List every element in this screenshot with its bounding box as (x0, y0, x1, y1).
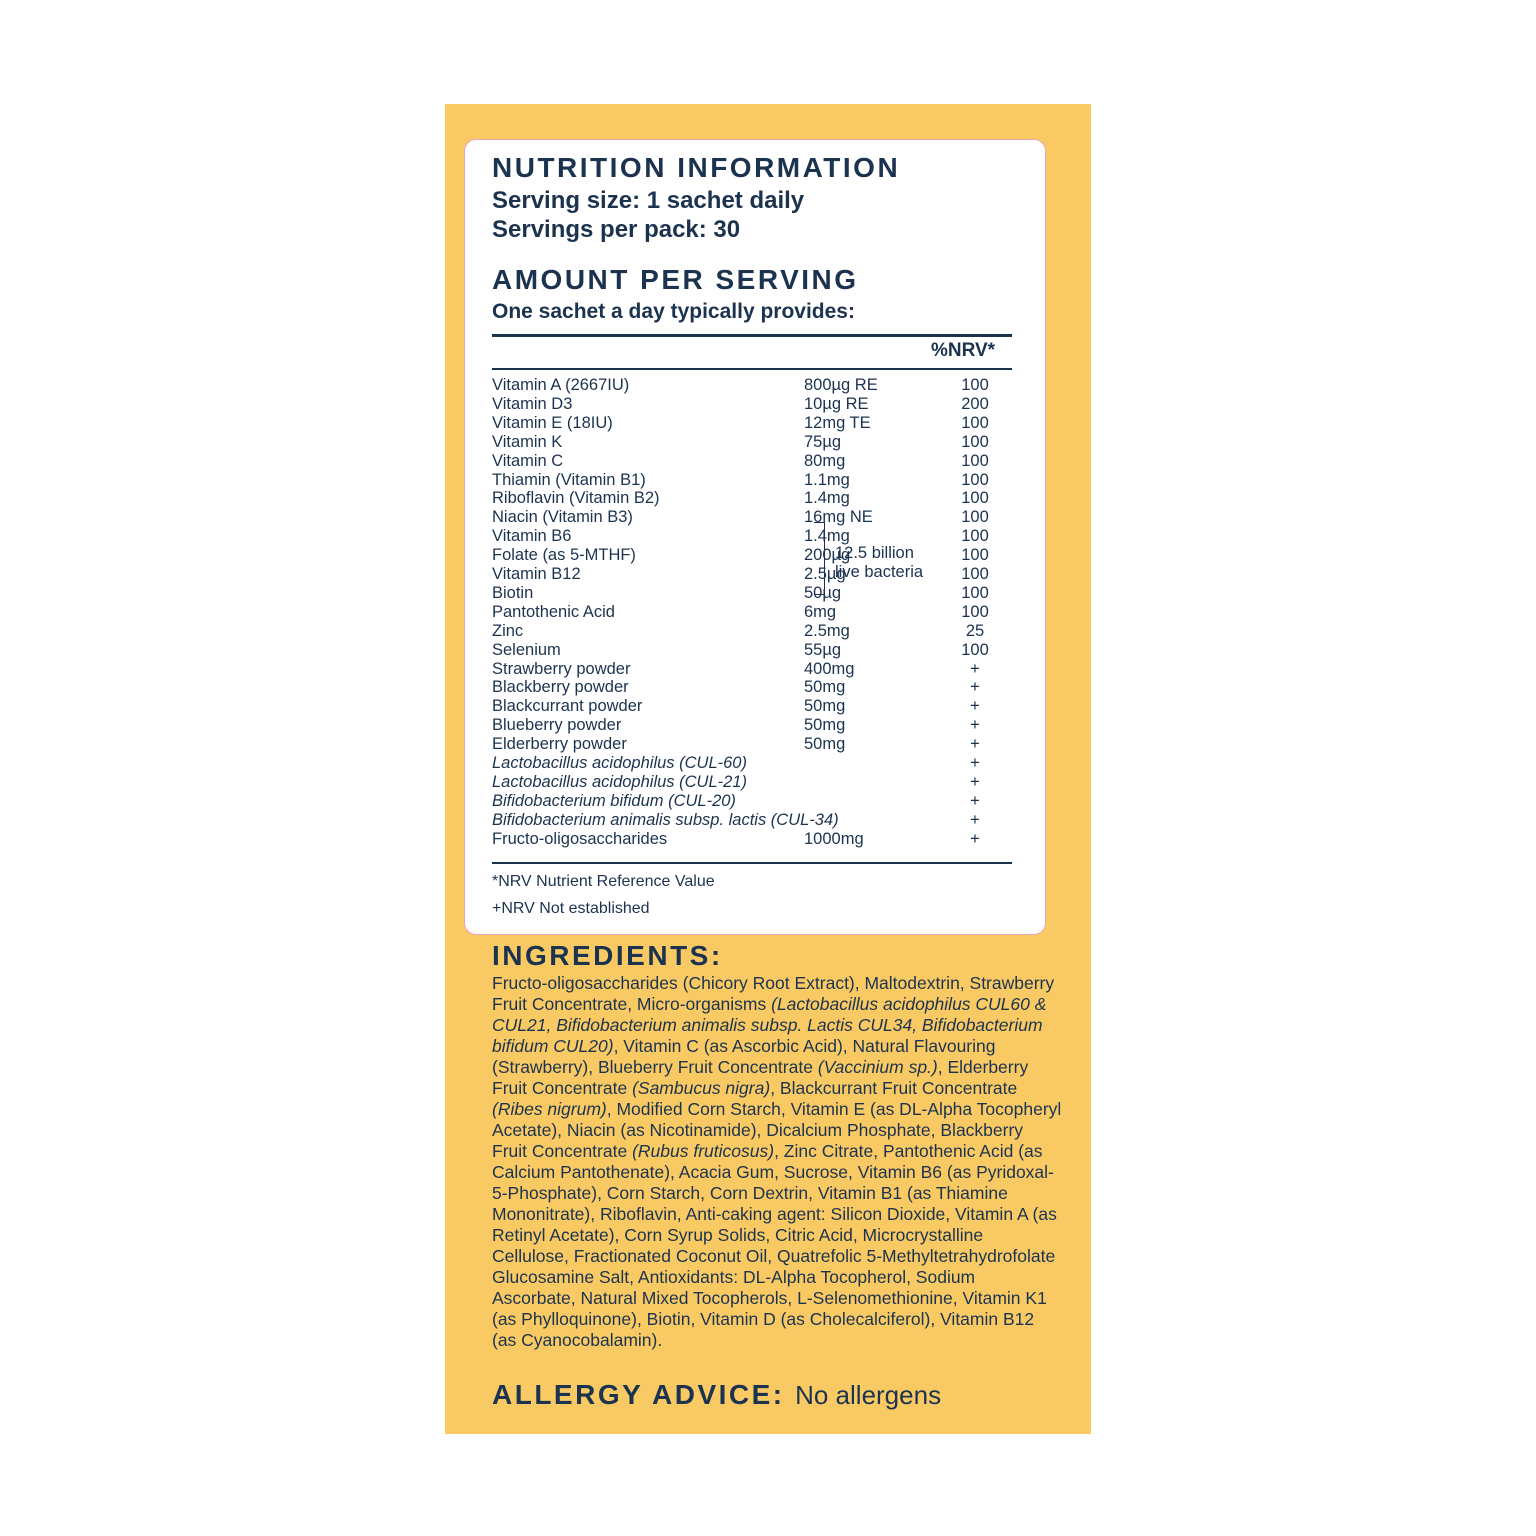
nutrient-amount: 1.4mg (804, 489, 850, 508)
table-row (492, 622, 1012, 641)
nutrient-nrv: + (970, 716, 980, 735)
nutrient-amount: 1.1mg (804, 470, 850, 489)
table-row (492, 754, 1012, 773)
nutrient-nrv: + (970, 678, 980, 697)
table-row (492, 603, 1012, 622)
nutrient-amount: 200µg (804, 546, 851, 565)
nutrient-name: Blueberry powder (492, 716, 622, 735)
nutrient-nrv: 25 (965, 621, 985, 640)
ingredient-latin-name: (Sambucus nigra) (632, 1078, 771, 1098)
ingredient-text: , Vitamin C (as Ascorbic Acid), Natural Flavouring (Strawberry), Blueberry Fruit Concentrate (492, 1036, 996, 1077)
servings-per-pack: Servings per pack: 30 (492, 216, 741, 243)
nutrient-nrv: + (970, 697, 980, 716)
nutrient-name: Vitamin B6 (492, 527, 572, 546)
nutrient-name: Vitamin D3 (492, 394, 573, 413)
table-row (492, 811, 1012, 830)
ingredient-text: , Zinc Citrate, Pantothenic Acid (as Calcium Pantothenate), Acacia Gum, Sucrose, Vitamin B6 (as Pyridoxal-5-Phosphate), Corn Starch, Corn Dextrin, Vitamin B1 (as Thiamine Mononitrate), Riboflavin, Anti-caking agent: Silicon Dioxide, Vitamin A (as Retinyl Acetate), Corn Syrup Solids, Citric Acid, Microcrystalline Cellulose, Fractionated Coconut Oil, Quatrefolic 5-Methyltetrahydrofolate Glucosamine Salt, Antioxidants: DL-Alpha Tocopherol, Sodium Ascorbate, Natural Mixed Tocopherols, L-Selenomethionine, Vitamin K1 (as Phylloquinone), Biotin, Vitamin D (as Cholecalciferol), Vitamin B12 (as Cyanocobalamin). (492, 1141, 1057, 1350)
table-row (492, 641, 1012, 660)
nutrient-name: Niacin (Vitamin B3) (492, 508, 633, 527)
table-top-rule (492, 334, 1012, 337)
table-row (492, 489, 1012, 508)
footnote-not-established: +NRV Not established (492, 900, 650, 917)
nutrient-name: Vitamin K (492, 432, 563, 451)
nutrient-name: Thiamin (Vitamin B1) (492, 470, 646, 489)
ingredient-latin-name: (Ribes nigrum) (492, 1099, 607, 1119)
nutrient-amount: 75µg (804, 432, 842, 451)
nutrient-nrv: + (970, 659, 980, 678)
nutrient-nrv: 100 (961, 451, 989, 470)
nutrient-amount: 12mg TE (804, 413, 871, 432)
table-row (492, 565, 1012, 584)
nutrient-nrv: + (970, 829, 980, 848)
table-row (492, 471, 1012, 490)
nutrient-name: Bifidobacterium bifidum (CUL-20) (492, 791, 736, 810)
nutrient-amount: 1.4mg (804, 527, 850, 546)
nutrient-nrv: + (970, 772, 980, 791)
nutrient-name: Vitamin A (2667IU) (492, 376, 630, 394)
nutrient-name: Vitamin C (492, 451, 564, 470)
ingredients-title: INGREDIENTS: (492, 940, 723, 971)
nutrient-name: Riboflavin (Vitamin B2) (492, 489, 660, 508)
ingredient-text: , Blackcurrant Fruit Concentrate (770, 1078, 1018, 1098)
nutrient-nrv: 100 (961, 489, 989, 508)
ingredient-latin-name: (Vaccinium sp.) (817, 1057, 938, 1077)
nutrient-nrv: + (970, 791, 980, 810)
product-label-panel (445, 104, 1091, 1434)
nutrient-nrv: 100 (961, 546, 989, 565)
nutrient-nrv: 100 (961, 470, 989, 489)
footnote-nrv: *NRV Nutrient Reference Value (492, 873, 715, 890)
nutrient-amount: 50mg (804, 678, 846, 697)
table-row (492, 452, 1012, 471)
nutrient-nrv: 100 (961, 508, 989, 527)
nutrient-name: Blackberry powder (492, 678, 629, 697)
ingredient-text: , Elderberry Fruit Concentrate (492, 1057, 1029, 1098)
allergy-advice (492, 1379, 941, 1411)
table-row (492, 830, 1012, 849)
table-row (492, 433, 1012, 452)
bacteria-count-note (835, 544, 923, 582)
nutrient-amount: 10µg RE (804, 394, 869, 413)
nutrient-name: Lactobacillus acidophilus (CUL-60) (492, 754, 747, 772)
nutrient-nrv: 100 (961, 376, 989, 394)
nutrient-nrv: 100 (961, 565, 989, 583)
nutrient-amount: 1000mg (804, 829, 864, 848)
nutrient-name: Lactobacillus acidophilus (CUL-21) (492, 772, 747, 791)
table-row (492, 773, 1012, 792)
table-row (492, 660, 1012, 679)
nutrition-title: NUTRITION INFORMATION (492, 152, 901, 183)
nutrient-name: Selenium (492, 640, 561, 659)
nutrient-nrv: 100 (961, 413, 989, 432)
table-row (492, 716, 1012, 735)
table-row (492, 697, 1012, 716)
nutrient-name: Biotin (492, 583, 534, 602)
ingredient-latin-name: (Lactobacillus acidophilus CUL60 & CUL21, Bifidobacterium animalis subsp. Lactis CUL34, Bifidobacterium bifidum CUL20) (492, 994, 1047, 1056)
table-row (492, 792, 1012, 811)
nutrient-name: Fructo-oligosaccharides (492, 829, 668, 848)
ingredient-text: Fructo-oligosaccharides (Chicory Root Extract), Maltodextrin, Strawberry Fruit Concentrate, Micro-organisms (492, 973, 1055, 1014)
table-row (492, 546, 1012, 565)
nutrient-name: Zinc (492, 621, 524, 640)
table-row (492, 508, 1012, 527)
nutrient-amount: 50mg (804, 697, 846, 716)
nutrient-amount: 2.5µg (804, 565, 846, 583)
nutrient-name: Pantothenic Acid (492, 602, 615, 621)
bacteria-note-line1: 12.5 billion (835, 544, 914, 562)
nutrient-name: Folate (as 5-MTHF) (492, 546, 636, 565)
nutrition-information-box (464, 139, 1046, 935)
ingredient-text: , Modified Corn Starch, Vitamin E (as DL-Alpha Tocopheryl Acetate), Niacin (as Nicotinamide), Dicalcium Phosphate, Blackberry Fruit Concentrate (492, 1099, 1062, 1161)
nutrient-amount: 16mg NE (804, 508, 873, 527)
nutrient-amount: 80mg (804, 451, 846, 470)
nutrient-amount: 2.5mg (804, 621, 850, 640)
table-row (492, 584, 1012, 603)
nutrient-nrv: 100 (961, 432, 989, 451)
nutrient-nrv: + (970, 810, 980, 829)
nutrient-nrv: 200 (961, 394, 989, 413)
nutrient-name: Elderberry powder (492, 735, 627, 754)
ingredient-latin-name: (Rubus fruticosus) (632, 1141, 775, 1161)
table-row (492, 527, 1012, 546)
table-row (492, 376, 1012, 395)
table-row (492, 414, 1012, 433)
ingredients-list (492, 973, 1062, 1351)
nrv-column-header: %NRV* (931, 340, 996, 361)
nutrient-amount: 400mg (804, 659, 855, 678)
nutrient-name: Blackcurrant powder (492, 697, 643, 716)
amount-per-serving-subtitle: One sachet a day typically provides: (492, 300, 855, 323)
serving-size: Serving size: 1 sachet daily (492, 187, 805, 214)
allergy-advice-value: No allergens (795, 1380, 942, 1410)
table-header-rule (492, 368, 1012, 370)
nutrient-nrv: 100 (961, 527, 989, 546)
nutrient-nrv: + (970, 735, 980, 754)
nutrient-name: Vitamin B12 (492, 565, 581, 583)
bacteria-group-bracket (814, 522, 825, 595)
nutrient-amount: 50µg (804, 583, 842, 602)
nutrient-nrv: 100 (961, 583, 989, 602)
bacteria-note-line2: live bacteria (835, 563, 924, 581)
table-row (492, 395, 1012, 414)
table-row (492, 678, 1012, 697)
amount-per-serving-title: AMOUNT PER SERVING (492, 264, 859, 295)
table-bottom-rule (492, 862, 1012, 864)
nutrient-amount: 50mg (804, 735, 846, 754)
nutrient-amount: 50mg (804, 716, 846, 735)
nutrient-nrv: 100 (961, 640, 989, 659)
nutrient-name: Bifidobacterium animalis subsp. lactis (CUL-34) (492, 810, 839, 829)
nutrient-name: Strawberry powder (492, 659, 631, 678)
nutrient-amount: 800µg RE (804, 376, 878, 394)
nutrient-amount: 6mg (804, 602, 837, 621)
nutrient-nrv: 100 (961, 602, 989, 621)
nutrient-name: Vitamin E (18IU) (492, 413, 613, 432)
table-row (492, 735, 1012, 754)
allergy-advice-label: ALLERGY ADVICE: (492, 1379, 785, 1410)
nutrient-nrv: + (970, 754, 980, 772)
nutrient-amount: 55µg (804, 640, 842, 659)
